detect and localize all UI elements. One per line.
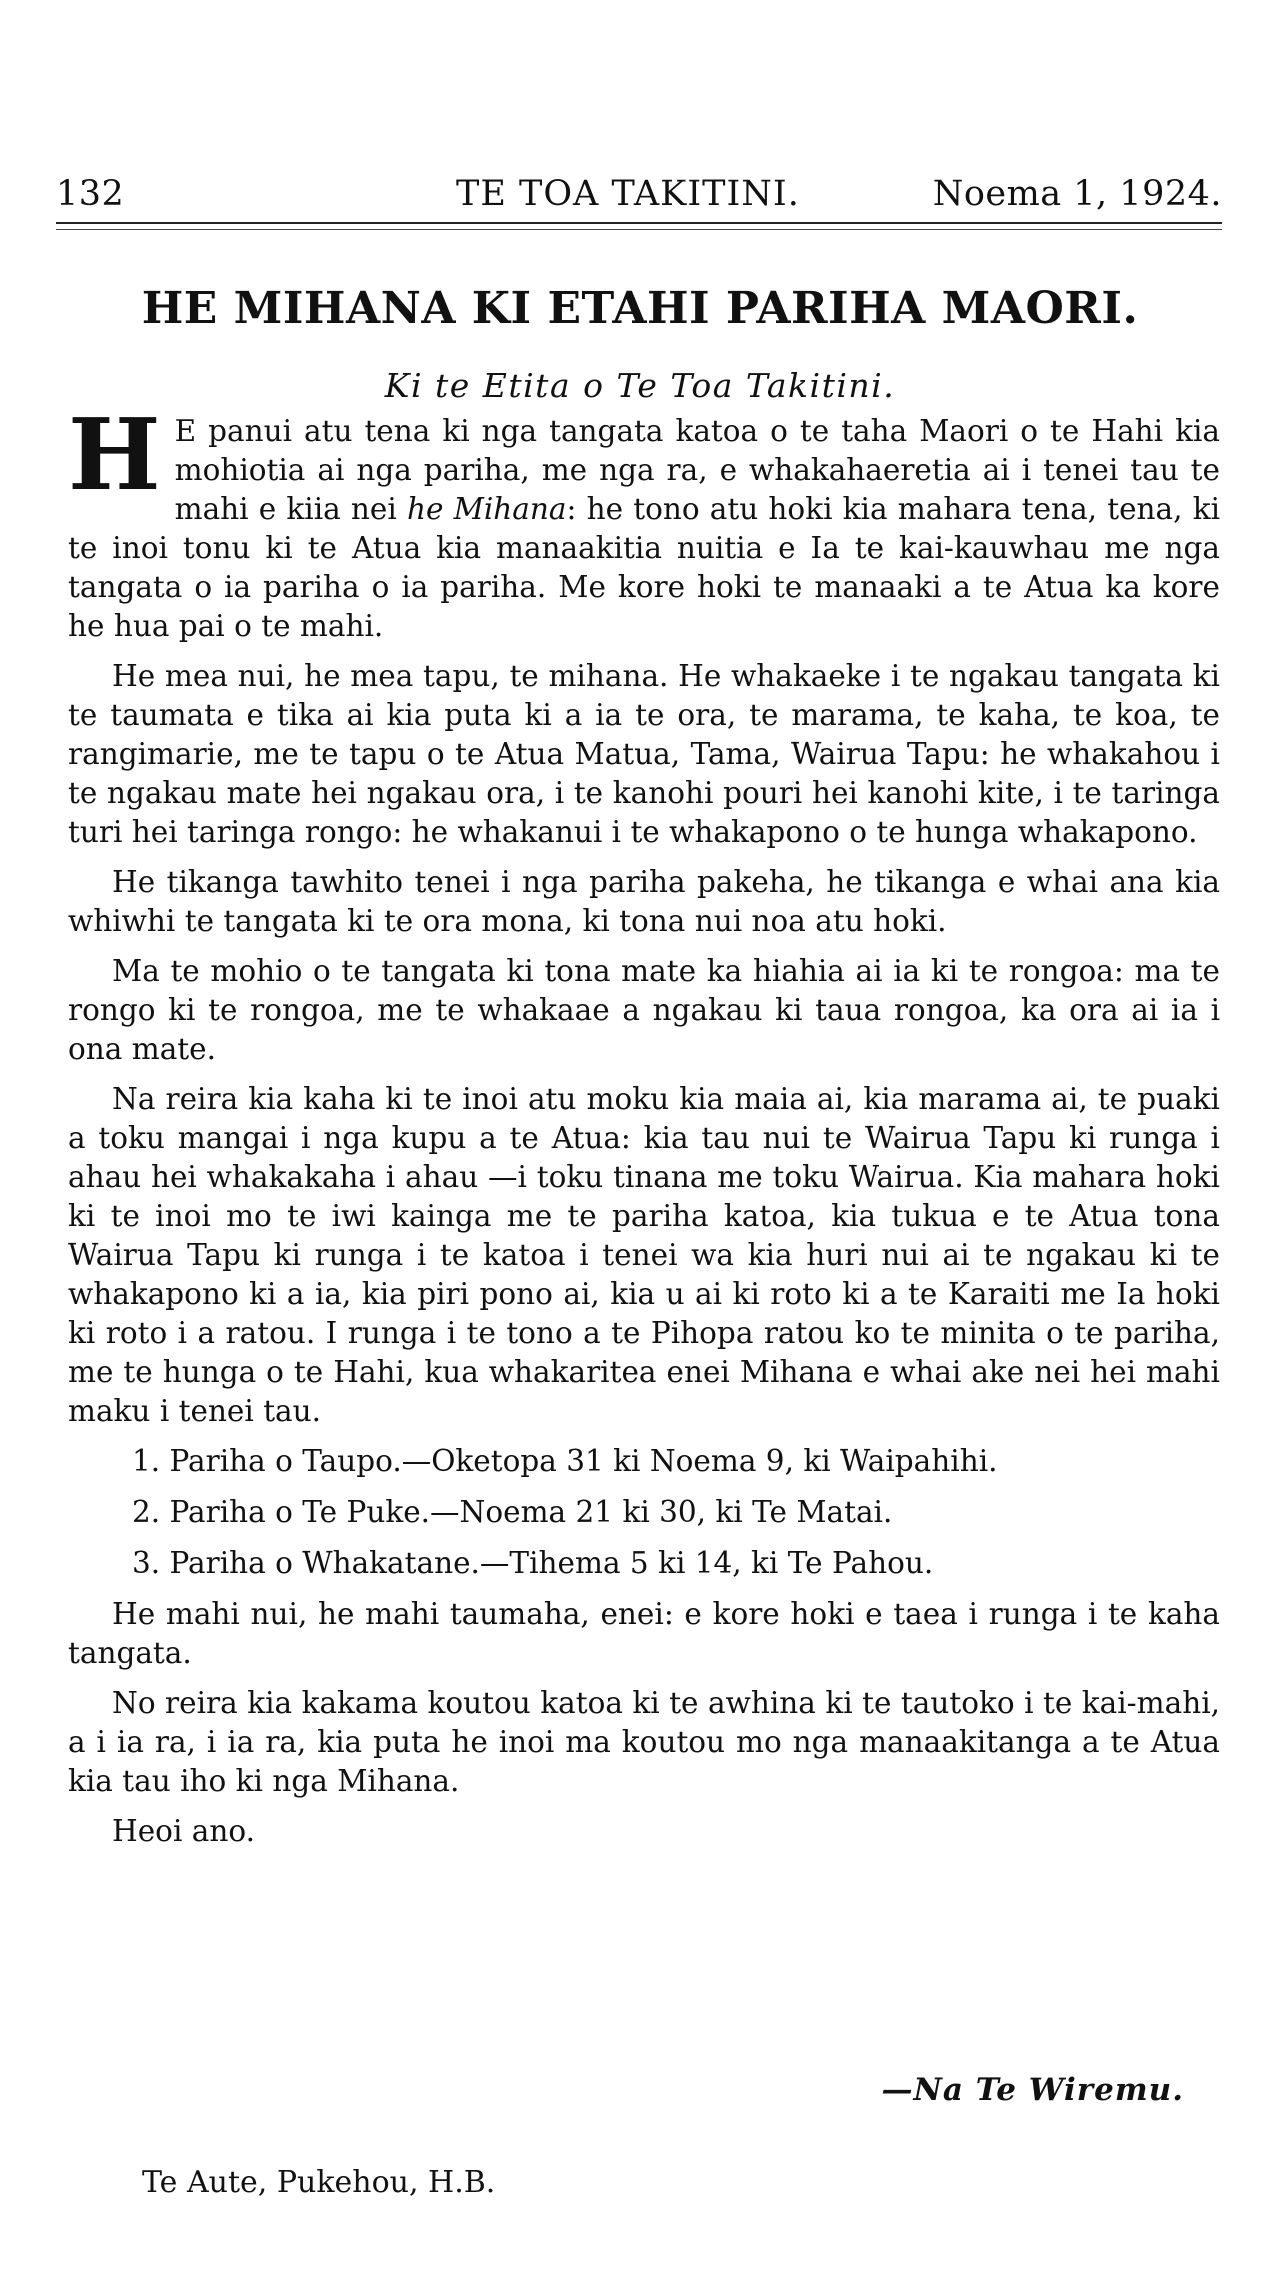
mission-item: 3. Pariha o Whakatane.—Tihema 5 ki 14, ki Te Pahou. (132, 1546, 934, 1580)
paragraph-1 (68, 398, 1221, 646)
issue-date: Noema 1, 1924. (932, 174, 1222, 214)
article-body (68, 398, 1221, 1862)
publication-title: TE TOA TAKITINI. (456, 174, 800, 214)
signature: —Na Te Wiremu. (881, 2072, 1184, 2108)
paragraph-1-lead: E panui atu tena ki nga tangata katoa o te taha Maori o te Hahi kia mohiotia ai nga pariha, me nga ra, e whakahaeretia ai i tenei tau te mahi e kiia nei (174, 414, 1220, 526)
paragraph-5: Na reira kia kaha ki te inoi atu moku kia maia ai, kia marama ai, te puaki a toku mangai i nga kupu a te Atua: kia tau nui te Wairua Tapu ki runga i ahau hei whakakaha i ahau —i toku tinana me toku Wairua. Kia mahara hoki ki te inoi mo te iwi kainga me te pariha katoa, kia tukua e te Atua tona Wairua Tapu ki runga i te katoa i tenei wa kia huri nui ai te ngakau ki te whakapono ki a ia, kia piri pono ai, kia u ai ki roto ki a te Karaiti me Ia hoki ki roto i a ratou. I runga i te tono a te Pihopa ratou ko te minita o te pariha, me te hunga o te Hahi, kua whakaritea enei Mihana e whai ake nei hei mahi maku i tenei tau. (68, 1082, 1220, 1428)
place-line: Te Aute, Pukehou, H.B. (142, 2165, 496, 2200)
article-addressee: Ki te Etita o Te Toa Takitini. (384, 366, 896, 405)
paragraph-3: He tikanga tawhito tenei i nga pariha pakeha, he tikanga e whai ana kia whiwhi te tangata ki te ora mona, ki tona nui noa atu hoki. (68, 865, 1220, 938)
page-number: 132 (56, 174, 125, 214)
running-header (56, 172, 1222, 218)
header-rule-thin (56, 229, 1222, 230)
paragraph-4: Ma te mohio o te tangata ki tona mate ka hiahia ai ia ki te rongoa: ma te rongo ki te rongoa, me te whakaae a ngakau ki taua rongoa, ka ora ai ia i ona mate. (68, 954, 1220, 1066)
article-title: HE MIHANA KI ETAHI PARIHA MAORI. (141, 283, 1139, 334)
paragraph-1-rest: : he tono atu hoki kia mahara tena, tena, ki te inoi tonu ki te Atua kia manaakitia nuitia e Ia te kai-kauwhau me nga tangata o ia pariha o ia pariha. Me kore hoki te manaaki a te Atua ka kore he hua pai o te mahi. (68, 492, 1221, 643)
mission-list (68, 1442, 1220, 1583)
mission-item: 2. Pariha o Te Puke.—Noema 21 ki 30, ki Te Matai. (132, 1495, 893, 1529)
paragraph-7: No reira kia kakama koutou katoa ki te awhina ki te tautoko i te kai-mahi, a i ia ra, i ia ra, kia puta he inoi ma koutou mo nga manaakitanga a te Atua kia tau iho ki nga Mihana. (68, 1686, 1220, 1798)
header-rule (56, 222, 1222, 224)
drop-cap: H (68, 398, 161, 513)
paragraph-6: He mahi nui, he mahi taumaha, enei: e kore hoki e taea i runga i te kaha tangata. (68, 1597, 1220, 1670)
paragraph-1-emphasis: he Mihana (407, 492, 567, 526)
closing-line: Heoi ano. (112, 1814, 255, 1848)
mission-item: 1. Pariha o Taupo.—Oketopa 31 ki Noema 9, ki Waipahihi. (132, 1444, 998, 1478)
paragraph-2: He mea nui, he mea tapu, te mihana. He whakaeke i te ngakau tangata ki te taumata e tika ai kia puta ki a ia te ora, te marama, te kaha, te koa, te rangimarie, me te tapu o te Atua Matua, Tama, Wairua Tapu: he whakahou i te ngakau mate hei ngakau ora, i te kanohi pouri hei kanohi kite, i te taringa turi hei taringa rongo: he whakanui i te whakapono o te hunga whakapono. (68, 659, 1220, 849)
